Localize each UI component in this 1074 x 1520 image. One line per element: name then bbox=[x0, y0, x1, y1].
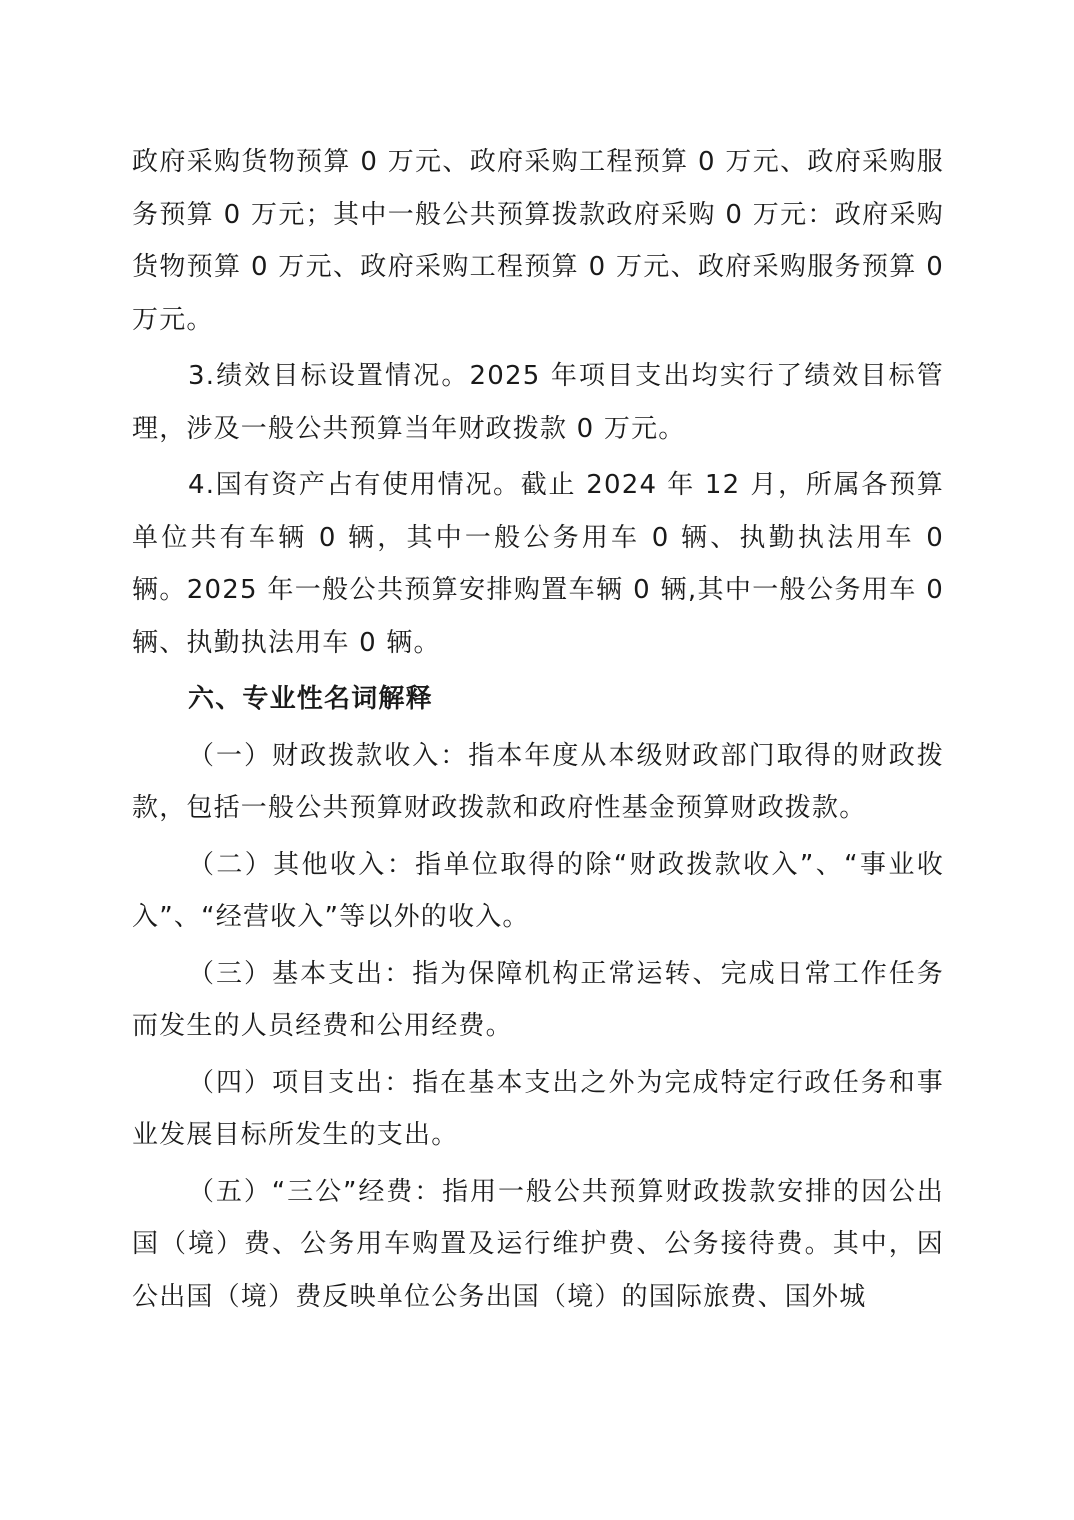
paragraph-performance-targets: 3.绩效目标设置情况。2025 年项目支出均实行了绩效目标管理，涉及一般公共预算当年财政拨款 0 万元。 bbox=[132, 361, 944, 444]
section-heading: 六、专业性名词解释 bbox=[188, 684, 433, 714]
definition-project-expenditure: （四）项目支出：指在基本支出之外为完成特定行政任务和事业发展目标所发生的支出。 bbox=[132, 1067, 944, 1150]
definition-three-public-expenses: （五）“三公”经费：指用一般公共预算财政拨款安排的因公出国（境）费、公务用车购置及运行维护费、公务接待费。其中，因公出国（境）费反映单位公务出国（境）的国际旅费、国外城 bbox=[132, 1176, 944, 1312]
paragraph-state-assets: 4.国有资产占有使用情况。截止 2024 年 12 月，所属各预算单位共有车辆 0 辆，其中一般公务用车 0 辆、执勤执法用车 0 辆。2025 年一般公共预算安排购置车辆 0 辆,其中一般公务用车 0 辆、执勤执法用车 0 辆。 bbox=[132, 470, 944, 658]
document-page bbox=[132, 136, 944, 1323]
paragraph-procurement-continued: 政府采购货物预算 0 万元、政府采购工程预算 0 万元、政府采购服务预算 0 万元；其中一般公共预算拨款政府采购 0 万元：政府采购货物预算 0 万元、政府采购工程预算 0 万元、政府采购服务预算 0 万元。 bbox=[132, 147, 944, 335]
definition-basic-expenditure: （三）基本支出：指为保障机构正常运转、完成日常工作任务而发生的人员经费和公用经费。 bbox=[132, 958, 944, 1041]
definition-other-income: （二）其他收入：指单位取得的除“财政拨款收入”、“事业收入”、“经营收入”等以外的收入。 bbox=[132, 849, 944, 932]
definition-fiscal-appropriation-income: （一）财政拨款收入：指本年度从本级财政部门取得的财政拨款，包括一般公共预算财政拨款和政府性基金预算财政拨款。 bbox=[132, 740, 944, 823]
